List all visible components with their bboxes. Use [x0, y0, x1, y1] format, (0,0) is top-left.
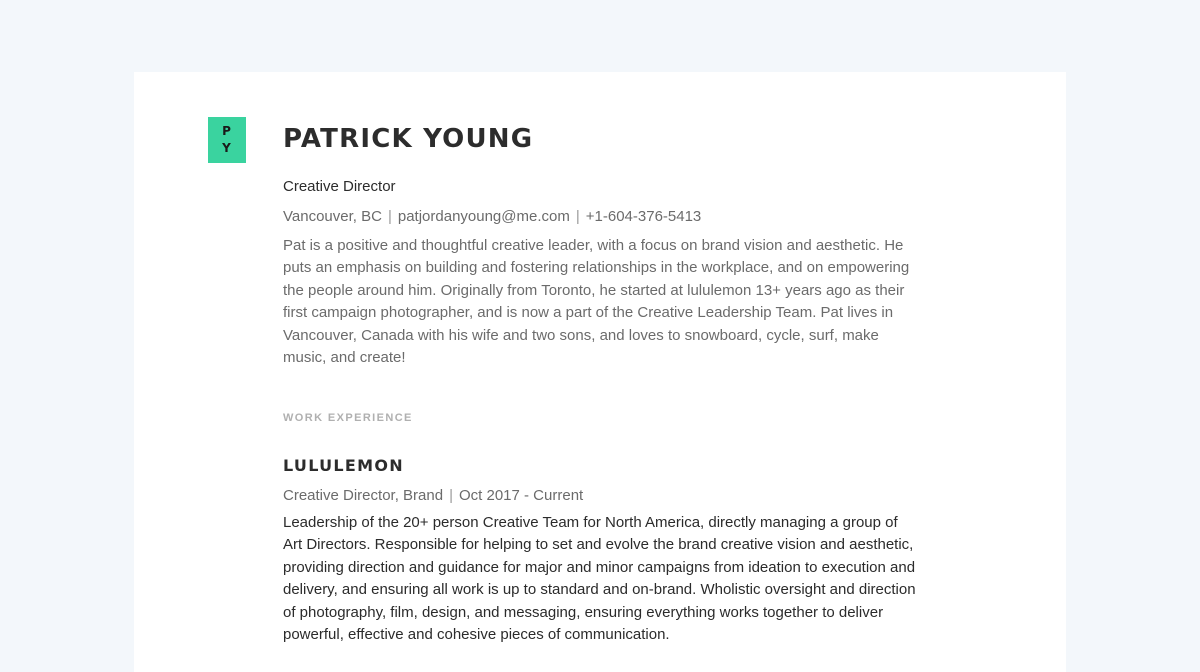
contact-email[interactable]: patjordanyoung@me.com — [397, 208, 570, 225]
job-role: Creative Director, Brand — [283, 487, 444, 504]
contact-separator: | — [575, 208, 580, 225]
monogram-initial-last: Y — [222, 141, 232, 155]
monogram-logo — [208, 117, 246, 163]
job-company: LULULEMON — [283, 456, 404, 475]
job-meta — [283, 487, 583, 504]
contact-line — [283, 208, 701, 225]
contact-separator: | — [387, 208, 392, 225]
monogram-initial-first: P — [222, 124, 232, 138]
job-description: Leadership of the 20+ person Creative Team for North America, directly managing a group of Art Directors. Responsible for helping to set and evolve the brand creative vision and aesthetic, providing direction and guidance for major and minor campaigns from ideation to execution and delivery, and ensuring all work is up to standard and on-brand. Wholistic oversight and direction of photography, film, design, and messaging, ensuring everything works together to deliver powerful, effective and cohesive pieces of communication. — [283, 514, 916, 644]
profile-title: Creative Director — [283, 178, 396, 195]
profile-name: PATRICK YOUNG — [283, 124, 534, 154]
resume-card — [134, 72, 1066, 672]
job-separator: | — [449, 487, 453, 504]
work-experience-heading: WORK EXPERIENCE — [283, 412, 413, 424]
contact-phone[interactable]: +1-604-376-5413 — [585, 208, 702, 225]
profile-bio: Pat is a positive and thoughtful creative leader, with a focus on brand vision and aesthetic. He puts an emphasis on building and fostering relationships in the workplace, and on empowering the people around him. Originally from Toronto, he started at lululemon 13+ years ago as their first campaign photographer, and is now a part of the Creative Leadership Team. Pat lives in Vancouver, Canada with his wife and two sons, and loves to snowboard, cycle, surf, make music, and create! — [283, 237, 910, 367]
contact-location: Vancouver, BC — [283, 208, 382, 225]
job-dates: Oct 2017 - Current — [458, 487, 584, 504]
